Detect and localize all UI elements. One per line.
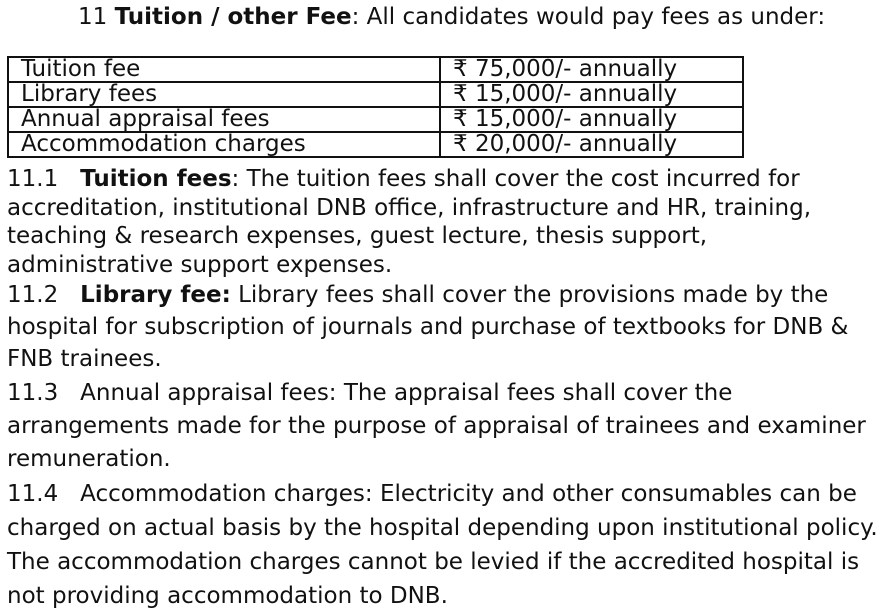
fee-amount-cell: ₹ 75,000/- annually [440,57,743,82]
table-row [8,82,743,107]
section-11-1-paragraph [7,165,879,279]
section-11-3-paragraph [7,377,879,476]
heading-text: : All candidates would pay fees as under: [351,4,826,30]
section-text: Library fees shall cover the provisions made by the hospital for subscription of journals and purchase of textbooks for DNB & FNB trainees. [7,282,849,372]
section-text: Annual appraisal fees: The appraisal fees shall cover the arrangements made for the purpose of appraisal of trainees and examiner remuneration. [7,380,866,472]
table-row [8,107,743,132]
fee-amount-cell: ₹ 20,000/- annually [440,132,743,157]
fee-amount-cell: ₹ 15,000/- annually [440,107,743,132]
section-11-4-paragraph [7,477,879,613]
section-number: 11.4 [7,481,59,507]
section-heading [78,2,825,32]
fee-amount-cell: ₹ 15,000/- annually [440,82,743,107]
fee-item-cell: Library fees [8,82,440,107]
fee-item-cell: Annual appraisal fees [8,107,440,132]
section-title: Library fee: [80,282,231,308]
fee-item-cell: Accommodation charges [8,132,440,157]
fee-table [7,56,744,158]
table-row [8,57,743,82]
table-row [8,132,743,157]
section-number: 11.2 [7,282,59,308]
section-number: 11.3 [7,380,59,406]
section-text: Accommodation charges: Electricity and other consumables can be charged on actual basis by the hospital depending upon institutional policy. The accommodation charges cannot be levied if the accredited hospital is not providing accommodation to DNB. [7,481,878,609]
section-title: Tuition fees [80,166,232,192]
heading-number: 11 [78,4,108,30]
section-text: : The tuition fees shall cover the cost incurred for accreditation, institutional DNB office, infrastructure and HR, training, teaching & research expenses, guest lecture, thesis support, administrative support expenses. [7,166,812,278]
section-number: 11.1 [7,166,59,192]
fee-item-cell: Tuition fee [8,57,440,82]
heading-title: Tuition / other Fee [114,4,352,30]
section-11-2-paragraph [7,279,879,375]
